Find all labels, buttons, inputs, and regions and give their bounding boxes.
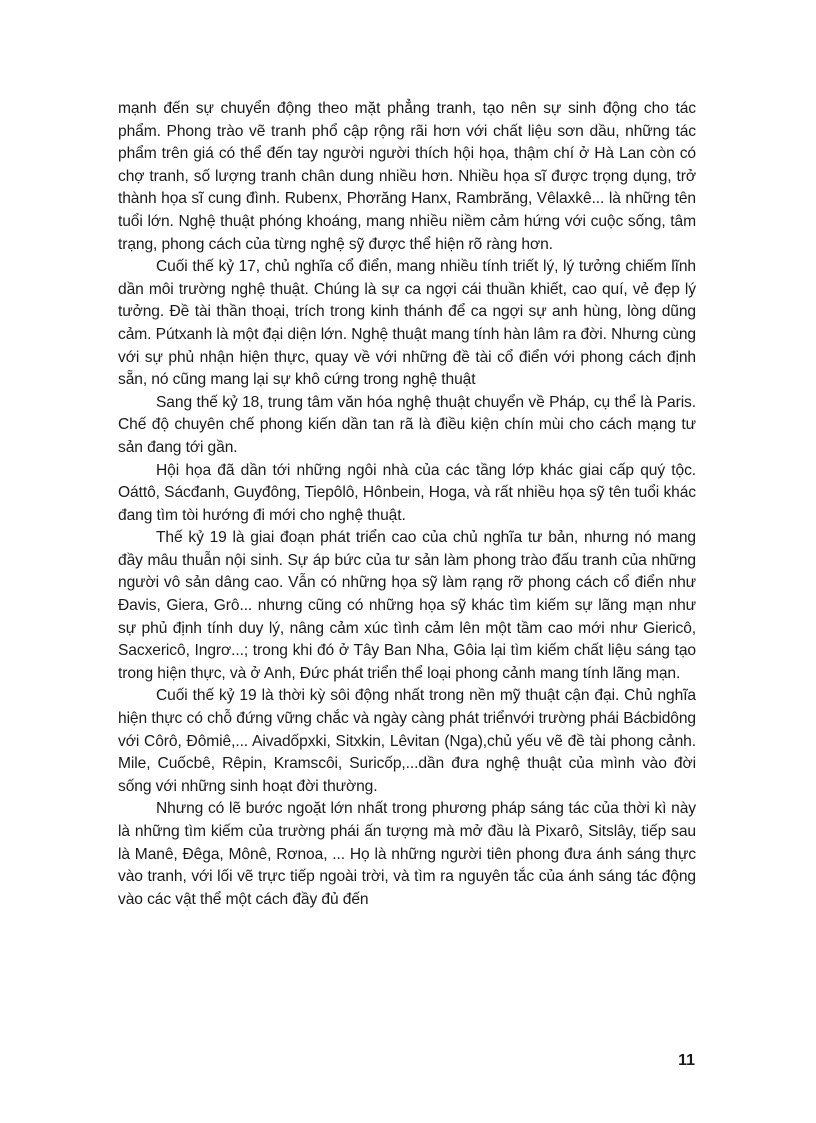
paragraph-4: Hội họa đã dần tới những ngôi nhà của các tầng lớp khác giai cấp quý tộc. Oáttô, Sácđanh, Guyđông, Tiepôlô, Hônbein, Hoga, và rất nhiều họa sỹ tên tuổi khác đang tìm tòi hướng đi mới cho nghệ thuật. <box>118 461 696 524</box>
paragraph-3: Sang thế kỷ 18, trung tâm văn hóa nghệ thuật chuyển về Pháp, cụ thể là Paris. Chế độ chuyên chế phong kiến dần tan rã là điều kiện chín mùi cho cách mạng tư sản đang tới gần. <box>118 393 696 456</box>
paragraph-1: mạnh đến sự chuyển động theo mặt phẳng tranh, tạo nên sự sinh động cho tác phẩm. Phong trào vẽ tranh phổ cập rộng rãi hơn với chất liệu sơn dầu, những tác phẩm trên giá có thể đến tay người người thích hội họa, thậm chí ở Hà Lan còn có chợ tranh, số lượng tranh chân dung nhiều hơn. Nhiều họa sĩ được trọng dụng, trở thành họa sĩ cung đình. Rubenx, Phơrăng Hanx, Rambrăng, Vêlaxkê... là những tên tuổi lớn. Nghệ thuật phóng khoáng, mang nhiều niềm cảm hứng với cuộc sống, tâm trạng, phong cách của từng nghệ sỹ được thể hiện rõ ràng hơn. <box>118 100 696 253</box>
paragraph-5: Thế kỷ 19 là giai đoạn phát triển cao của chủ nghĩa tư bản, nhưng nó mang đầy mâu thuẫn nội sinh. Sự áp bức của tư sản làm phong trào đấu tranh của những người vô sản dâng cao. Vẫn có những họa sỹ làm rạng rỡ phong cách cổ điển như Đavis, Giera, Grô... nhưng cũng có những họa sỹ khác tìm kiếm sự lãng mạn như sự phủ định tính duy lý, nâng cảm xúc tình cảm lên một tầm cao mới như Giericô, Sacxericô, Ingrơ...; trong khi đó ở Tây Ban Nha, Gôia lại tìm kiếm chất liệu sáng tạo trong hiện thực, và ở Anh, Đức phát triển thể loại phong cảnh mang tính lãng mạn. <box>118 529 696 682</box>
paragraph-6: Cuối thế kỷ 19 là thời kỳ sôi động nhất trong nền mỹ thuật cận đại. Chủ nghĩa hiện thực có chỗ đứng vững chắc và ngày càng phát triểnvới trường phái Bácbidông với Côrô, Đômiê,... Aivadốpxki, Sitxkin, Lêvitan (Nga),chủ yếu vẽ đề tài phong cảnh. Mile, Cuốcbê, Rêpin, Kramscôi, Suricốp,...dần đưa nghệ thuật của mình vào đời sống với những sinh hoạt đời thường. <box>118 687 696 795</box>
page-number: 11 <box>678 1052 695 1069</box>
paragraph-7: Nhưng có lẽ bước ngoặt lớn nhất trong phương pháp sáng tác của thời kì này là những tìm kiếm của trường phái ấn tượng mà mở đầu là Pixarô, Sitslây, tiếp sau là Manê, Đêga, Mônê, Rơnoa, ... Họ là những người tiên phong đưa ánh sáng thực vào tranh, với lối vẽ trực tiếp ngoài trời, và tìm ra nguyên tắc của ánh sáng tác động vào các vật thể một cách đầy đủ đến <box>118 800 696 908</box>
page-body <box>118 98 696 911</box>
paragraph-2: Cuối thế kỷ 17, chủ nghĩa cổ điển, mang nhiều tính triết lý, lý tưởng chiếm lĩnh dần môi trường nghệ thuật. Chúng là sự ca ngợi cái thuần khiết, cao quí, vẻ đẹp lý tưởng. Đề tài thần thoại, trích trong kinh thánh để ca ngợi sự anh hùng, lòng dũng cảm. Pútxanh là một đại diện lớn. Nghệ thuật mang tính hàn lâm ra đời. Nhưng cùng với sự phủ nhận hiện thực, quay về với những đề tài cổ điển với phong cách định sẵn, nó cũng mang lại sự khô cứng trong nghệ thuật <box>118 258 696 389</box>
